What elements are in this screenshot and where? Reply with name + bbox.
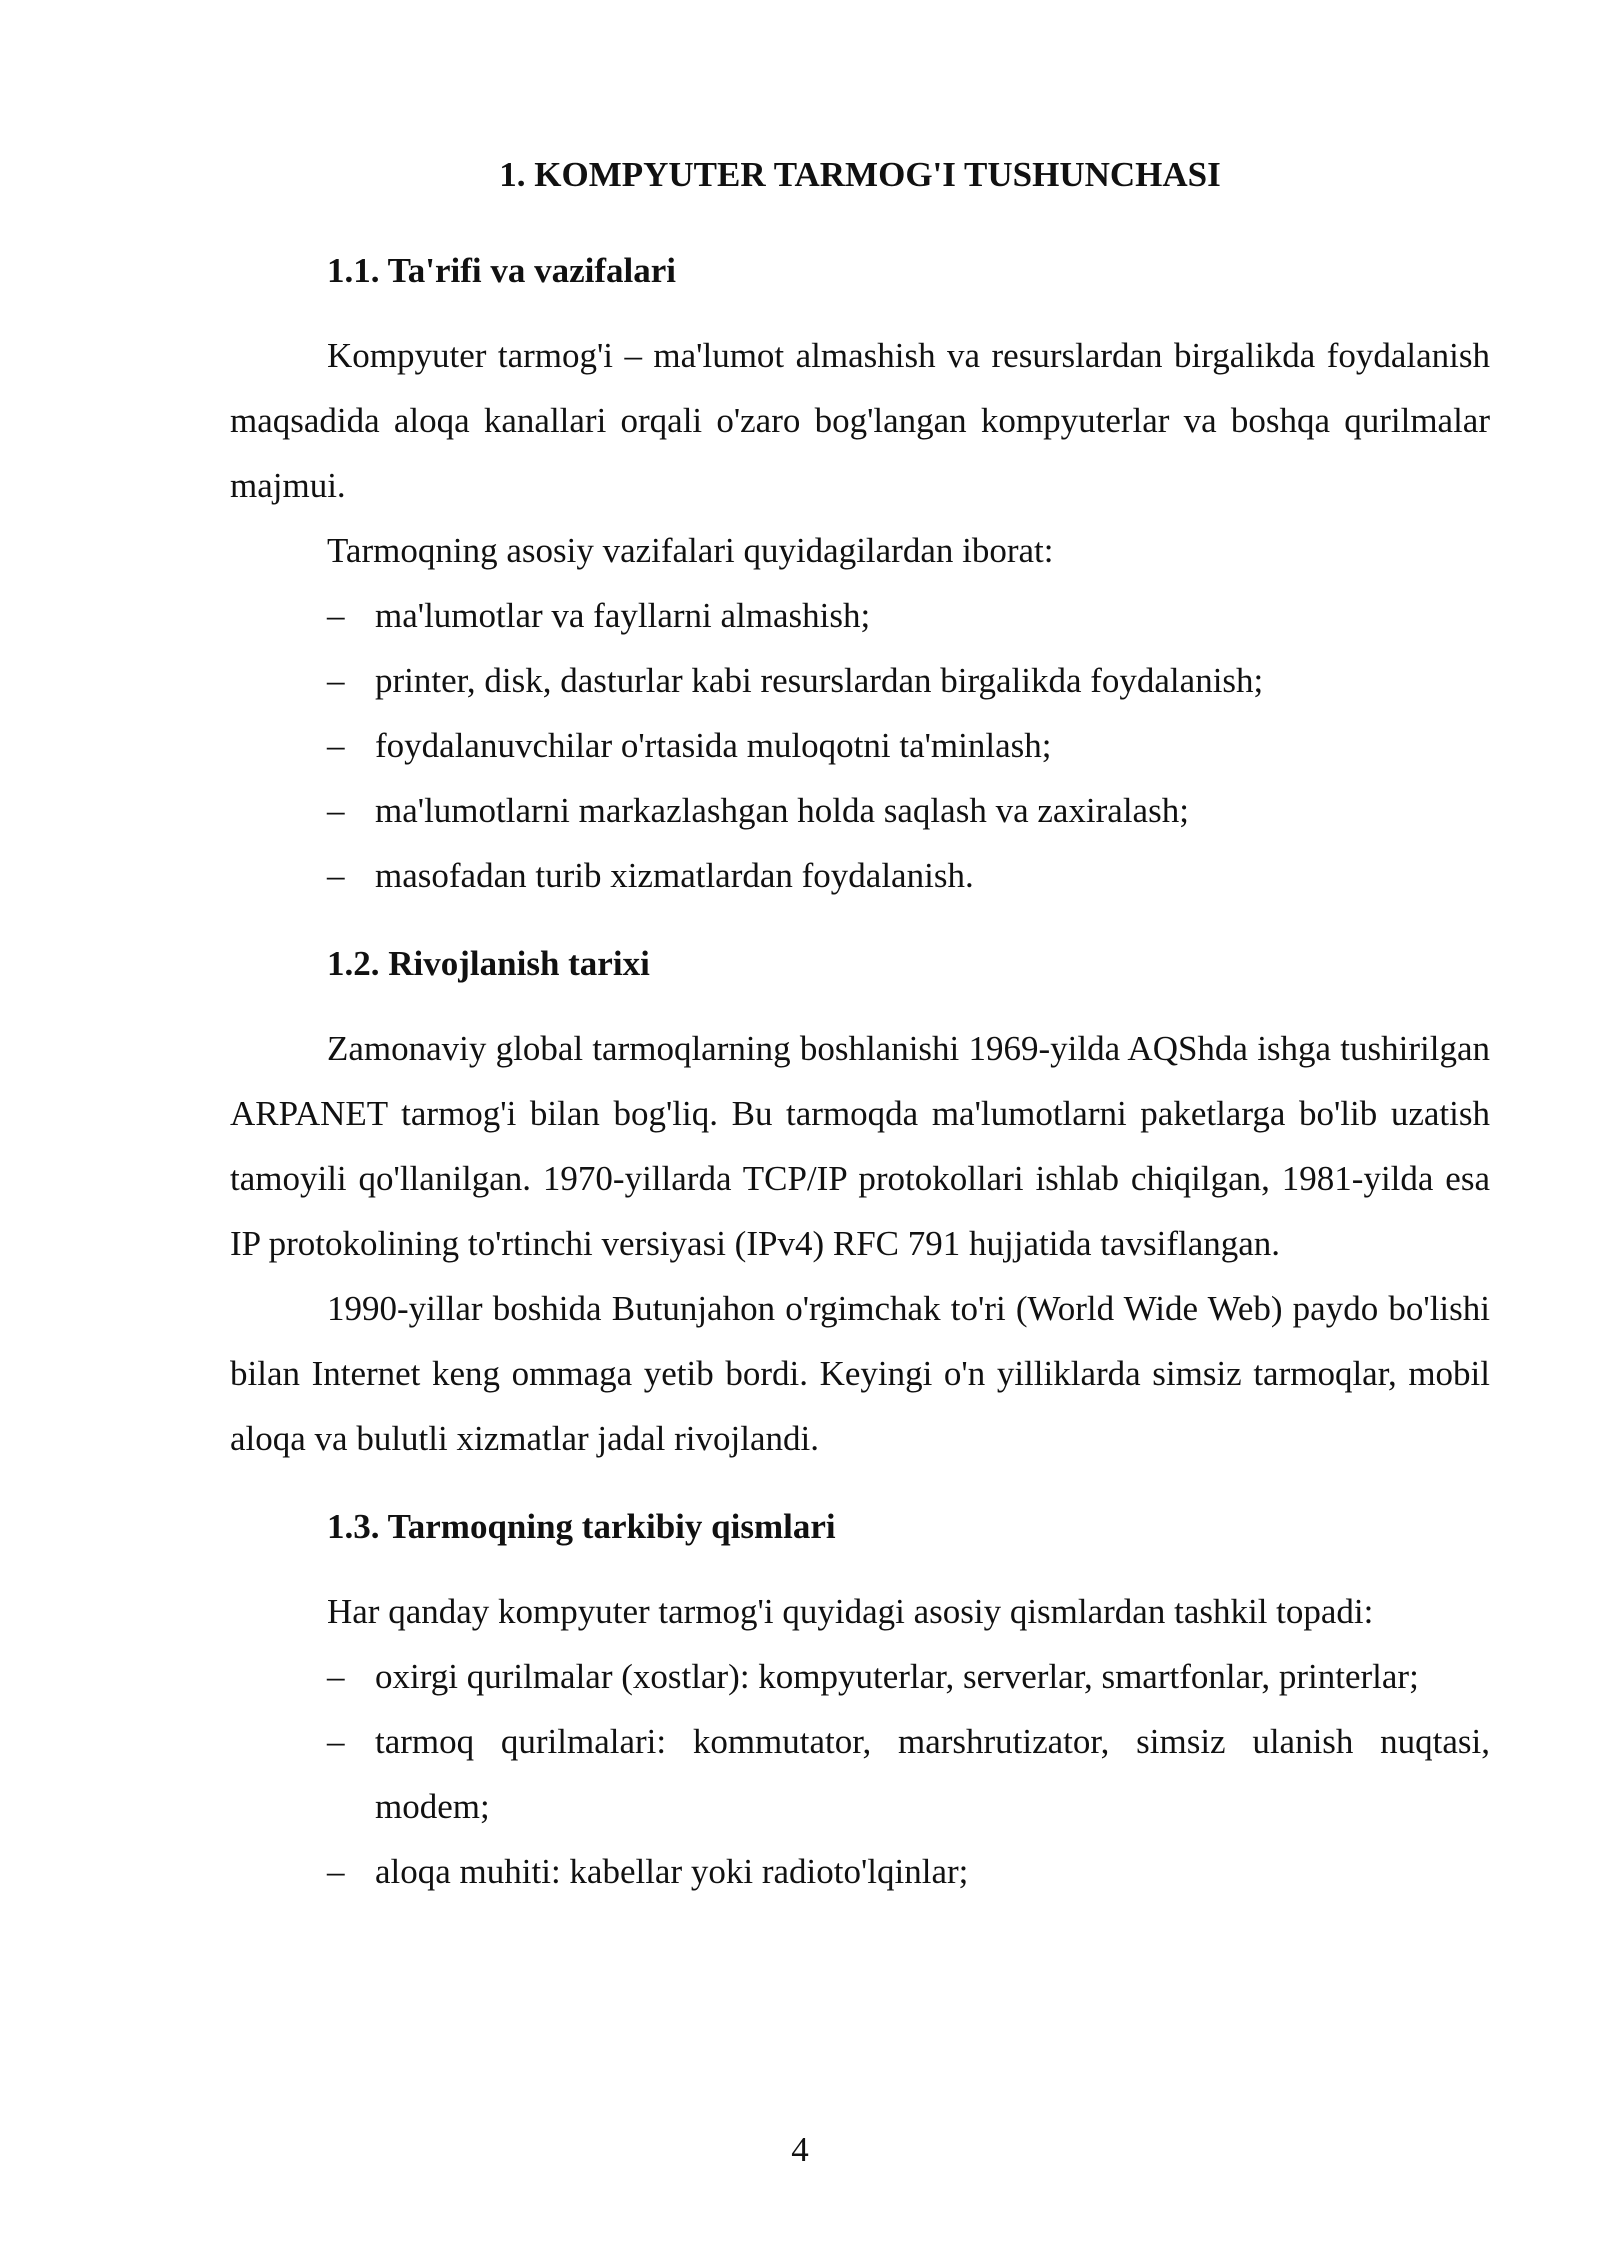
page-number: 4 bbox=[791, 2130, 809, 2169]
list-item-text: aloqa muhiti: kabellar yoki radioto'lqinlar; bbox=[375, 1852, 969, 1891]
list-item-text: tarmoq qurilmalari: kommutator, marshrutizator, simsiz ulanish nuqtasi, modem; bbox=[375, 1722, 1490, 1826]
paragraph-functions-intro: Tarmoqning asosiy vazifalari quyidagilardan iborat: bbox=[327, 531, 1054, 570]
section-heading-1-1: 1.1. Ta'rifi va vazifalari bbox=[327, 251, 677, 290]
list-item bbox=[230, 1709, 1490, 1839]
list-item bbox=[230, 583, 1490, 648]
section-heading-1-3: 1.3. Tarmoqning tarkibiy qismlari bbox=[327, 1507, 836, 1546]
list-dash: – bbox=[327, 791, 345, 830]
list-item bbox=[230, 778, 1490, 843]
paragraph-history-2: 1990-yillar boshida Butunjahon o'rgimchak to'ri (World Wide Web) paydo bo'lishi bilan Internet keng ommaga yetib bordi. Keyingi o'n yilliklarda simsiz tarmoqlar, mobil aloqa va bulutli xizmatlar jadal rivojlandi. bbox=[230, 1289, 1490, 1458]
list-dash: – bbox=[327, 1852, 345, 1891]
section-heading-1-2: 1.2. Rivojlanish tarixi bbox=[327, 944, 650, 983]
list-item bbox=[230, 713, 1490, 778]
list-item-text: oxirgi qurilmalar (xostlar): kompyuterlar, serverlar, smartfonlar, printerlar; bbox=[375, 1657, 1419, 1696]
paragraph-history-1: Zamonaviy global tarmoqlarning boshlanishi 1969-yilda AQShda ishga tushirilgan ARPANET tarmog'i bilan bog'liq. Bu tarmoqda ma'lumotlarni paketlarga bo'lib uzatish tamoyili qo'llanilgan. 1970-yillarda TCP/IP protokollari ishlab chiqilgan, 1981-yilda esa IP protokolining to'rtinchi versiyasi (IPv4) RFC 791 hujjatida tavsiflangan. bbox=[230, 1029, 1490, 1263]
list-item-text: printer, disk, dasturlar kabi resurslardan birgalikda foydalanish; bbox=[375, 661, 1264, 700]
list-item-text: ma'lumotlar va fayllarni almashish; bbox=[375, 596, 871, 635]
list-item bbox=[230, 1644, 1490, 1709]
chapter-title: 1. KOMPYUTER TARMOG'I TUSHUNCHASI bbox=[499, 155, 1221, 194]
list-dash: – bbox=[327, 856, 345, 895]
list-item-text: masofadan turib xizmatlardan foydalanish. bbox=[375, 856, 974, 895]
paragraph-components-intro: Har qanday kompyuter tarmog'i quyidagi asosiy qismlardan tashkil topadi: bbox=[327, 1592, 1374, 1631]
list-dash: – bbox=[327, 1657, 345, 1696]
page-content bbox=[230, 145, 1490, 1904]
components-list bbox=[230, 1644, 1490, 1904]
list-item bbox=[230, 1839, 1490, 1904]
functions-list bbox=[230, 583, 1490, 908]
list-dash: – bbox=[327, 661, 345, 700]
list-dash: – bbox=[327, 596, 345, 635]
list-item-text: ma'lumotlarni markazlashgan holda saqlash va zaxiralash; bbox=[375, 791, 1189, 830]
list-dash: – bbox=[327, 1722, 345, 1761]
list-item bbox=[230, 843, 1490, 908]
paragraph-definition: Kompyuter tarmog'i – ma'lumot almashish va resurslardan birgalikda foydalanish maqsadida aloqa kanallari orqali o'zaro bog'langan kompyuterlar va boshqa qurilmalar majmui. bbox=[230, 336, 1490, 505]
list-item bbox=[230, 648, 1490, 713]
list-item-text: foydalanuvchilar o'rtasida muloqotni ta'minlash; bbox=[375, 726, 1052, 765]
list-dash: – bbox=[327, 726, 345, 765]
